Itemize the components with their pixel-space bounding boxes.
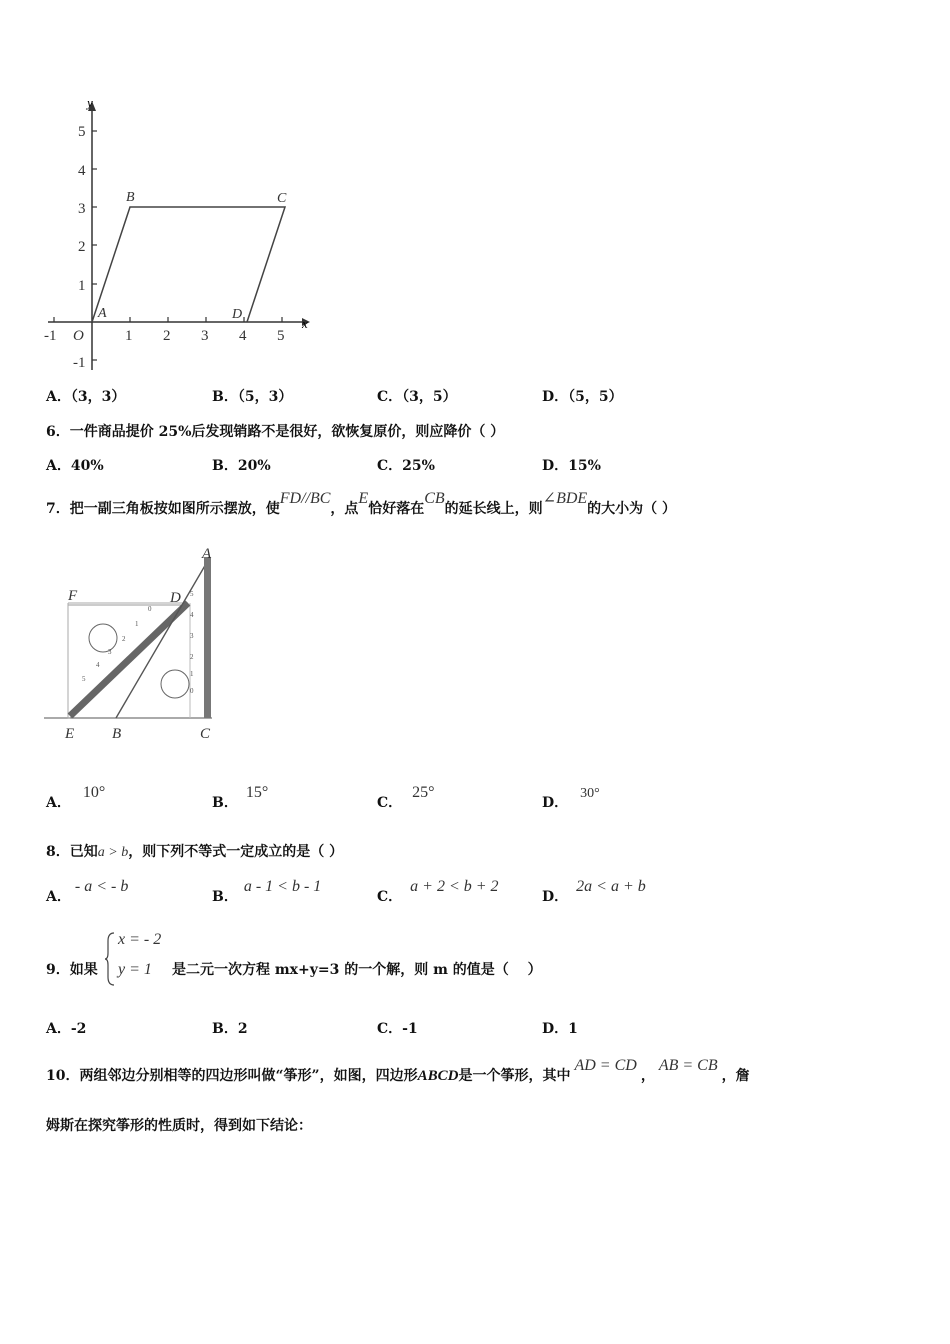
q7-option-d[interactable]: D．30°: [542, 786, 600, 811]
scale-number: 1: [135, 620, 139, 628]
scale-number: 4: [190, 611, 194, 619]
q8-option-c[interactable]: C．a + 2 < b + 2: [377, 878, 499, 905]
q8-stem: 8．已知a > b，则下列不等式一定成立的是（ ）: [46, 844, 344, 860]
q9-stem-prefix: 9．如果: [46, 962, 98, 978]
y-tick-label: 1: [78, 278, 86, 294]
scale-number: 3: [190, 632, 194, 640]
y-tick-label: -1: [73, 355, 86, 371]
scale-number: 1: [190, 670, 194, 678]
x-tick-label: 1: [125, 328, 133, 344]
scale-number: 0: [148, 605, 152, 613]
scale-number: 3: [108, 648, 112, 656]
q9-option-a[interactable]: A．-2: [46, 1021, 87, 1037]
q6-option-d[interactable]: D．15%: [542, 458, 601, 474]
q8-option-a[interactable]: A．- a < - b: [46, 878, 129, 905]
q9-system-eq1: x = - 2: [118, 931, 162, 948]
axis-label-x: x: [302, 316, 308, 331]
x-tick-label: 4: [239, 328, 247, 344]
hole-circle-right: [161, 670, 189, 698]
point-label-b: B: [126, 190, 135, 205]
q8-option-d[interactable]: D．2a < a + b: [542, 878, 646, 905]
q8-option-b[interactable]: B．a - 1 < b - 1: [212, 878, 322, 905]
q7-option-a[interactable]: A．10°: [46, 784, 106, 811]
scale-number: 0: [190, 687, 194, 695]
vertex-label-f: F: [68, 588, 78, 604]
y-tick-label: 3: [78, 201, 86, 217]
q7-option-c[interactable]: C．25°: [377, 784, 435, 811]
q9-stem-suffix: 是二元一次方程 mx+y=3 的一个解，则 m 的值是（ ）: [172, 962, 542, 978]
vertex-label-a: A: [202, 546, 212, 562]
q9-system-brace: [104, 931, 116, 987]
x-tick-label: -1: [44, 328, 57, 344]
q10-stem-line1: 10．两组邻边分别相等的四边形叫做“筝形”，如图，四边形ABCD是一个筝形，其中AD = CD，AB = CB，詹: [46, 1057, 750, 1084]
y-tick-label: 4: [78, 163, 86, 179]
scale-number: 5: [82, 675, 86, 683]
q9-system-eq2: y = 1: [118, 961, 152, 978]
x-tick-label: 2: [163, 328, 171, 344]
q9-option-c[interactable]: C．-1: [377, 1021, 418, 1037]
hypotenuse-ed: [70, 603, 188, 716]
q5-option-b[interactable]: B．（5，3）: [212, 389, 293, 405]
q5-coordinate-graph: [40, 95, 330, 380]
x-tick-label: 3: [201, 328, 209, 344]
q6-option-b[interactable]: B．20%: [212, 458, 271, 474]
q9-option-b[interactable]: B．2: [212, 1021, 248, 1037]
vertex-label-d: D: [170, 590, 181, 606]
hole-circle-left: [89, 624, 117, 652]
origin-label: O: [73, 328, 84, 344]
q10-stem-line2: 姆斯在探究筝形的性质时，得到如下结论：: [46, 1118, 312, 1134]
q6-stem: 6．一件商品提价 25%后发现销路不是很好，欲恢复原价，则应降价（ ）: [46, 424, 505, 440]
vertex-label-e: E: [65, 726, 75, 742]
scale-number: 2: [190, 653, 194, 661]
scale-number: 2: [122, 635, 126, 643]
q5-option-a[interactable]: A．（3，3）: [46, 389, 126, 405]
q6-option-a[interactable]: A．40%: [46, 458, 104, 474]
q6-option-c[interactable]: C．25%: [377, 458, 435, 474]
q7-stem: 7．把一副三角板按如图所示摆放，使FD//BC，点E恰好落在CB的延长线上，则∠BDE的大小为（ ）: [46, 490, 677, 517]
y-tick-label: 5: [78, 124, 86, 140]
parallelogram-abcd: [92, 207, 285, 322]
x-tick-label: 5: [277, 328, 285, 344]
point-label-d: D: [232, 307, 243, 322]
vertex-label-b: B: [112, 726, 122, 742]
q9-option-d[interactable]: D．1: [542, 1021, 578, 1037]
q5-option-c[interactable]: C．（3，5）: [377, 389, 457, 405]
q7-set-square-figure: [40, 543, 240, 748]
scale-number: 5: [190, 590, 194, 598]
y-tick-label: 2: [78, 239, 86, 255]
hypotenuse-ab: [116, 557, 210, 718]
ruler-edge-ac: [204, 557, 211, 718]
point-label-a: A: [98, 306, 107, 321]
scale-number: 4: [96, 661, 100, 669]
q5-option-d[interactable]: D．（5，5）: [542, 389, 623, 405]
axis-label-y: y: [87, 95, 93, 110]
vertex-label-c: C: [200, 726, 211, 742]
point-label-c: C: [277, 191, 287, 206]
q7-option-b[interactable]: B．15°: [212, 784, 269, 811]
